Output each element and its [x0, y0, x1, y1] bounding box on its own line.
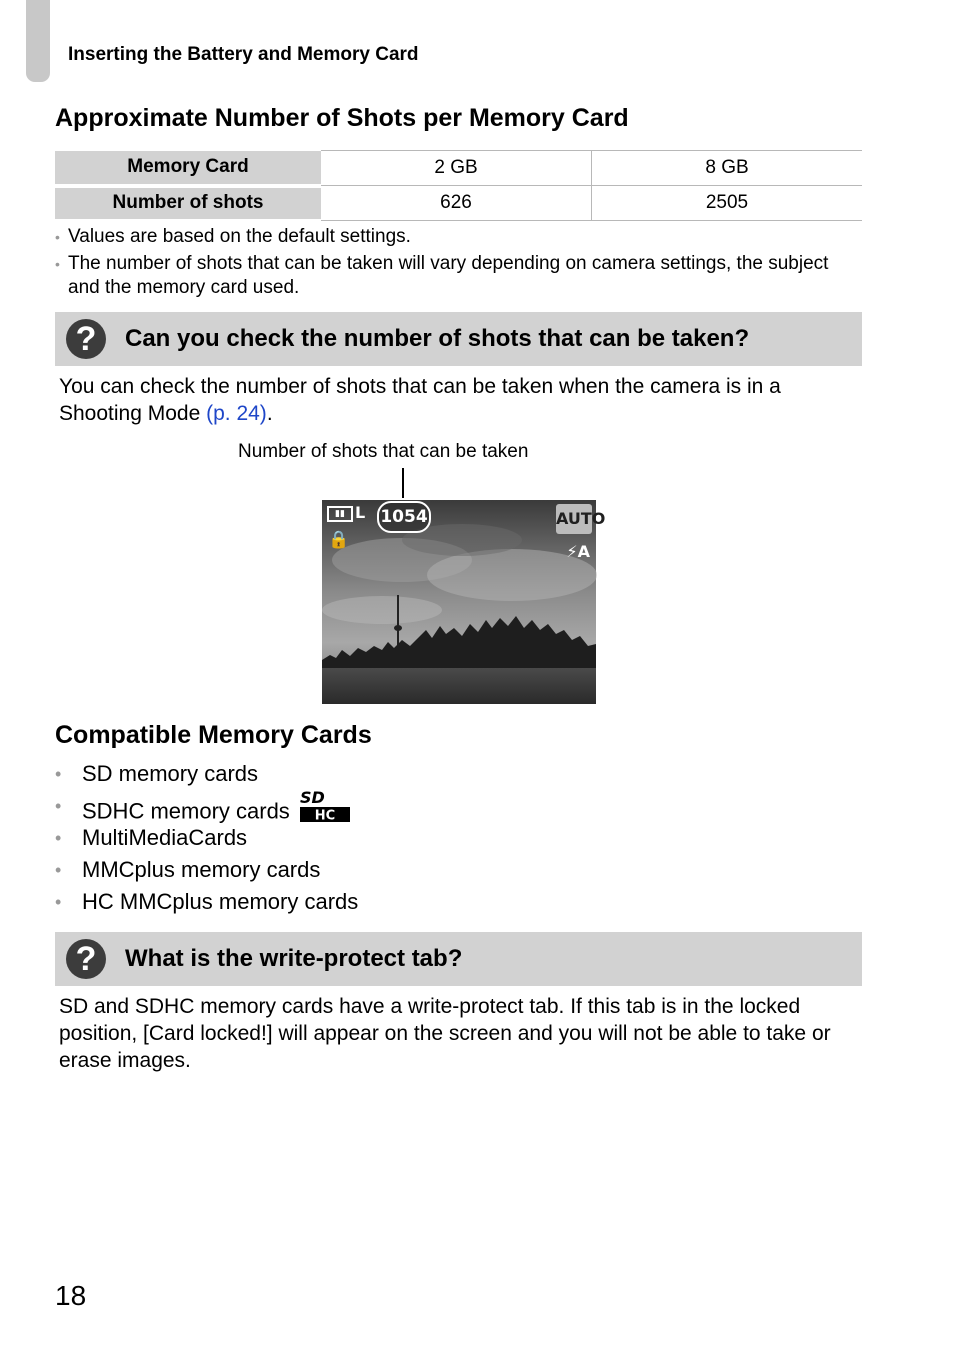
note-item: • The number of shots that can be taken will vary depending on camera settings, the subject and the memory card used. [55, 252, 855, 300]
list-item [55, 790, 358, 822]
flash-auto-icon: ⚡A [566, 542, 590, 561]
image-size-label: L [355, 503, 366, 522]
list-item: • MMCplus memory cards [55, 854, 358, 886]
tip-box-shots-check [55, 312, 862, 366]
screen-caption: Number of shots that can be taken [238, 441, 529, 462]
table-cell: 8 GB [592, 151, 863, 186]
tip-title: What is the write-protect tab? [125, 945, 463, 972]
tip-body: SD and SDHC memory cards have a write-protect tab. If this tab is in the locked position, [Card locked!] will appear on the screen and you will not be able to take or erase images. [59, 995, 831, 1072]
skyline-photo [322, 500, 596, 704]
list-item-label: SDHC memory cards [82, 798, 290, 824]
tip-body-period: . [266, 402, 273, 425]
chapter-tab-marker [26, 0, 50, 82]
tip-body [59, 373, 859, 427]
table-cell: 2505 [592, 186, 863, 221]
camera-screen-image [322, 500, 606, 704]
question-icon: ? [66, 939, 106, 979]
note-item: • Values are based on the default settings. [55, 225, 855, 249]
notes-list [55, 225, 855, 303]
section-title-shots: Approximate Number of Shots per Memory Card [55, 104, 629, 132]
shots-remaining-counter: 1054 [377, 501, 431, 533]
tip-box-write-protect [55, 932, 862, 986]
battery-icon: ▮▮ [327, 506, 353, 522]
table-row [55, 151, 862, 186]
tip-title: Can you check the number of shots that can be taken? [125, 325, 750, 352]
sdhc-logo-top-text: SD [299, 788, 325, 807]
lock-icon: 🔒 [328, 530, 350, 550]
page-reference-link[interactable]: (p. 24) [206, 402, 267, 425]
table-row [55, 186, 862, 221]
table-cell: 626 [321, 186, 592, 221]
section-title-compatible-cards: Compatible Memory Cards [55, 721, 372, 749]
caption-leader-line [402, 468, 404, 498]
list-item: • MultiMediaCards [55, 822, 358, 854]
table-row-header: Number of shots [55, 186, 321, 221]
sdhc-logo-bottom-text: HC [314, 808, 336, 824]
running-header: Inserting the Battery and Memory Card [68, 44, 419, 65]
compatible-cards-list [55, 758, 358, 918]
shots-table [55, 150, 862, 223]
list-item: • HC MMCplus memory cards [55, 886, 358, 918]
table-cell: 2 GB [321, 151, 592, 186]
question-icon: ? [66, 319, 106, 359]
auto-mode-icon: AUTO [556, 504, 592, 534]
page-number: 18 [55, 1280, 87, 1311]
table-row-header: Memory Card [55, 151, 321, 186]
list-item: • SD memory cards [55, 758, 358, 790]
tip-body-text: You can check the number of shots that can be taken when the camera is in a Shooting Mode [59, 375, 781, 425]
